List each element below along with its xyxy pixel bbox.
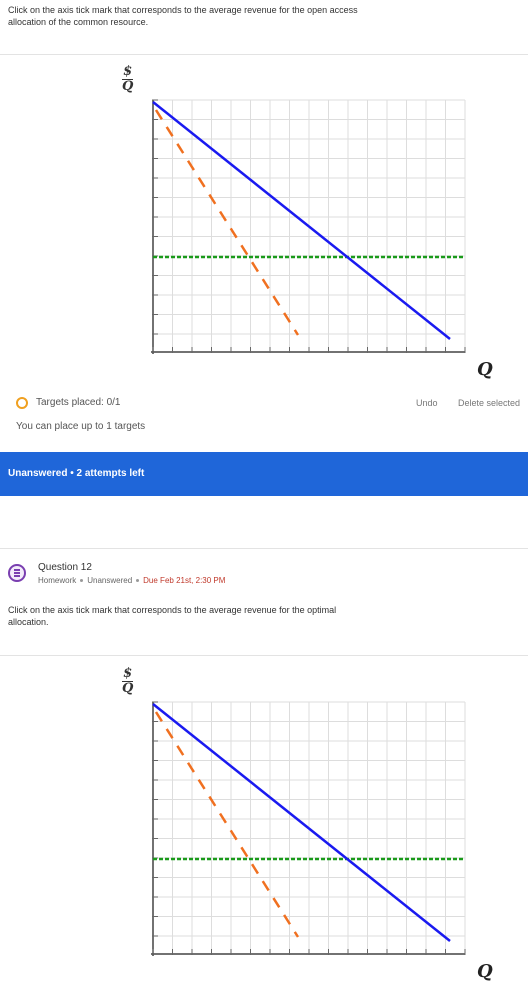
question-meta: [38, 576, 225, 585]
divider: [0, 548, 528, 549]
question-list-icon: [8, 564, 26, 582]
graph-area[interactable]: [0, 690, 528, 990]
divider: [0, 54, 528, 55]
dashed-line: [156, 110, 298, 335]
targets-limit: You can place up to 1 targets: [16, 421, 146, 432]
question-prompt: Click on the axis tick mark that corresponds to the average revenue for the optimal allocation.: [8, 605, 337, 627]
demand-line: [153, 704, 450, 941]
question-type: Homework: [38, 576, 77, 585]
x-axis-label: Q: [477, 359, 493, 380]
demand-line: [153, 102, 450, 339]
question-state: Unanswered: [87, 576, 133, 585]
delete-selected-button[interactable]: Delete selected: [458, 398, 521, 408]
status-bar: [0, 452, 528, 496]
targets-placed: Targets placed: 0/1: [36, 397, 121, 408]
question-due: Due Feb 21st, 2:30 PM: [143, 576, 226, 585]
question-title: Question 12: [38, 562, 92, 573]
x-axis-label: Q: [477, 961, 493, 982]
y-axis-label: $ Q: [122, 64, 134, 94]
undo-button[interactable]: Undo: [416, 398, 438, 408]
y-axis-label: $ Q: [122, 666, 134, 696]
question-prompt: Click on the axis tick mark that corresponds to the average revenue for the open access allocation of the common resource.: [8, 5, 358, 27]
dashed-line: [156, 712, 298, 937]
divider: [0, 655, 528, 656]
targets-row: [16, 396, 528, 412]
status-text: Unanswered • 2 attempts left: [8, 468, 145, 479]
target-circle-icon: [16, 397, 28, 409]
